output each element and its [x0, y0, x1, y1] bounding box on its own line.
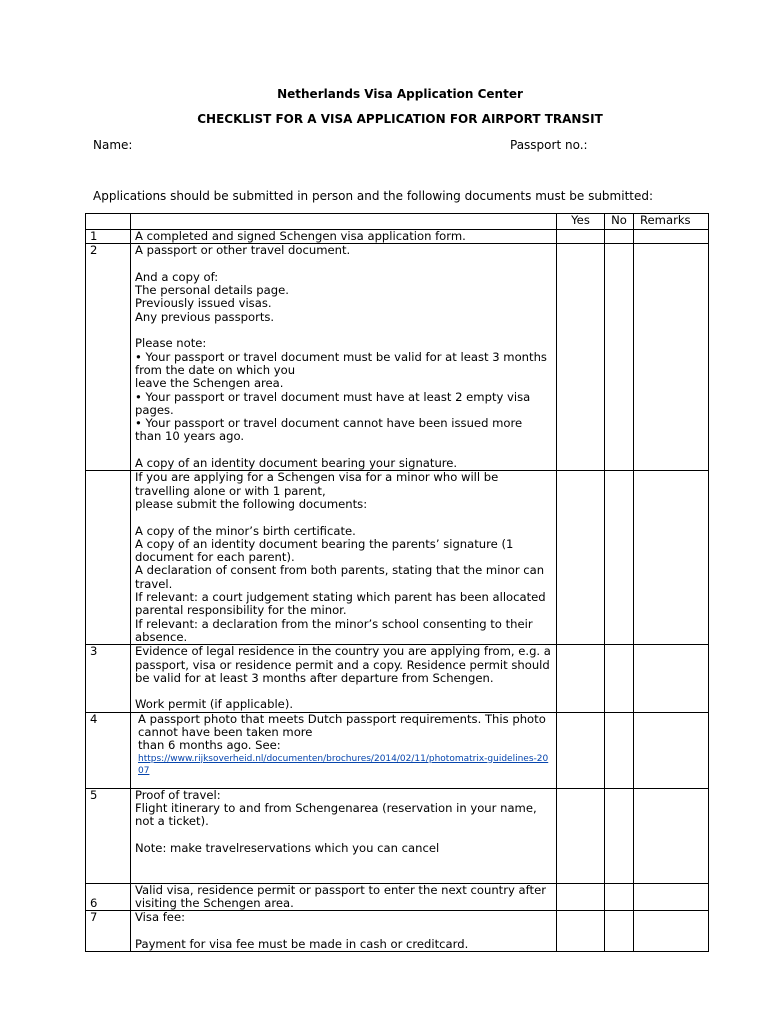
organization-heading: Netherlands Visa Application Center	[277, 87, 523, 101]
line: A passport photo that meets Dutch passport requirements. This photo cannot have been taken more	[138, 711, 546, 739]
no-cell[interactable]	[605, 883, 634, 911]
table-row	[86, 471, 709, 645]
line: A copy of an identity document bearing the parents’ signature (1 document for each parent).	[135, 536, 514, 565]
line: Previously issued visas.	[135, 296, 272, 311]
yes-cell[interactable]	[557, 645, 605, 712]
row-description: A completed and signed Schengen visa application form.	[131, 230, 557, 244]
line: If relevant: a declaration from the minor’s school consenting to their absence.	[135, 616, 533, 644]
line: please submit the following documents:	[135, 496, 368, 511]
table-row	[86, 244, 709, 471]
name-label: Name:	[93, 138, 133, 152]
no-cell[interactable]	[605, 712, 634, 788]
no-cell[interactable]	[605, 788, 634, 883]
yes-cell[interactable]	[557, 471, 605, 645]
header-number-cell	[86, 214, 131, 230]
line: Proof of travel:	[135, 787, 221, 802]
line: Note: make travelreservations which you can cancel	[135, 840, 440, 855]
yes-cell[interactable]	[557, 244, 605, 471]
no-cell[interactable]	[605, 230, 634, 244]
header-yes: Yes	[557, 214, 605, 230]
line: Any previous passports.	[135, 309, 275, 324]
table-row	[86, 883, 709, 911]
remarks-cell[interactable]	[634, 788, 709, 883]
header-no: No	[605, 214, 634, 230]
line: leave the Schengen area.	[135, 376, 284, 391]
table-row	[86, 911, 709, 952]
row-number: 4	[86, 712, 131, 788]
row-number: 1	[86, 230, 131, 244]
no-cell[interactable]	[605, 911, 634, 952]
line: If you are applying for a Schengen visa for a minor who will be travelling alone or with 1 parent,	[135, 470, 499, 498]
line: And a copy of:	[135, 269, 219, 284]
line: Visa fee:	[135, 910, 185, 925]
table-row	[86, 788, 709, 883]
remarks-cell[interactable]	[634, 230, 709, 244]
table-row	[86, 230, 709, 244]
intro-text: Applications should be submitted in person and the following documents must be submitted:	[93, 189, 654, 203]
photo-guidelines-link[interactable]: https://www.rijksoverheid.nl/documenten/brochures/2014/02/11/photomatrix-guidelines-2007	[138, 753, 549, 776]
row-description	[131, 471, 557, 645]
row-number: 6	[86, 883, 131, 911]
row-description: Valid visa, residence permit or passport to enter the next country after visiting the Schengen area.	[131, 883, 557, 911]
table-row	[86, 712, 709, 788]
row-number: 5	[86, 788, 131, 883]
remarks-cell[interactable]	[634, 471, 709, 645]
line: A declaration of consent from both parents, stating that the minor can travel.	[135, 563, 545, 591]
table-header-row	[86, 214, 709, 230]
header-description-cell	[131, 214, 557, 230]
line: Evidence of legal residence in the country you are applying from, e.g. a passport, visa or residence permit and a copy. Residence permit should be valid for at least 3 months after departure from Schengen.	[135, 644, 551, 685]
remarks-cell[interactable]	[634, 712, 709, 788]
table-row	[86, 645, 709, 712]
remarks-cell[interactable]	[634, 883, 709, 911]
line: If relevant: a court judgement stating which parent has been allocated parental responsibility for the minor.	[135, 590, 546, 618]
row-description	[131, 645, 557, 712]
line: • Your passport or travel document cannot have been issued more than 10 years ago.	[135, 416, 523, 444]
line: than 6 months ago. See:	[138, 738, 281, 753]
no-cell[interactable]	[605, 471, 634, 645]
line: Payment for visa fee must be made in cash or creditcard.	[135, 936, 469, 951]
yes-cell[interactable]	[557, 883, 605, 911]
header-remarks: Remarks	[634, 214, 709, 230]
row-number: 2	[86, 244, 131, 471]
no-cell[interactable]	[605, 645, 634, 712]
checklist-table	[85, 213, 709, 952]
yes-cell[interactable]	[557, 712, 605, 788]
line: • Your passport or travel document must be valid for at least 3 months from the date on which you	[135, 349, 547, 377]
remarks-cell[interactable]	[634, 911, 709, 952]
remarks-cell[interactable]	[634, 645, 709, 712]
row-number: 7	[86, 911, 131, 952]
line: Flight itinerary to and from Schengenarea (reservation in your name, not a ticket).	[135, 800, 537, 829]
line: • Your passport or travel document must have at least 2 empty visa pages.	[135, 389, 531, 417]
line: A copy of the minor’s birth certificate.	[135, 523, 356, 538]
yes-cell[interactable]	[557, 788, 605, 883]
row-description	[131, 788, 557, 883]
no-cell[interactable]	[605, 244, 634, 471]
row-number: 3	[86, 645, 131, 712]
passport-number-label: Passport no.:	[510, 138, 588, 152]
line: Work permit (if applicable).	[135, 697, 294, 712]
line: Please note:	[135, 336, 207, 351]
yes-cell[interactable]	[557, 230, 605, 244]
row-description	[131, 911, 557, 952]
row-number	[86, 471, 131, 645]
row-description	[131, 712, 557, 788]
line: The personal details page.	[135, 283, 289, 298]
remarks-cell[interactable]	[634, 244, 709, 471]
yes-cell[interactable]	[557, 911, 605, 952]
checklist-title: CHECKLIST FOR A VISA APPLICATION FOR AIRPORT TRANSIT	[197, 112, 603, 126]
line: A passport or other travel document.	[135, 243, 351, 258]
row-description	[131, 244, 557, 471]
line: A copy of an identity document bearing your signature.	[135, 456, 458, 471]
